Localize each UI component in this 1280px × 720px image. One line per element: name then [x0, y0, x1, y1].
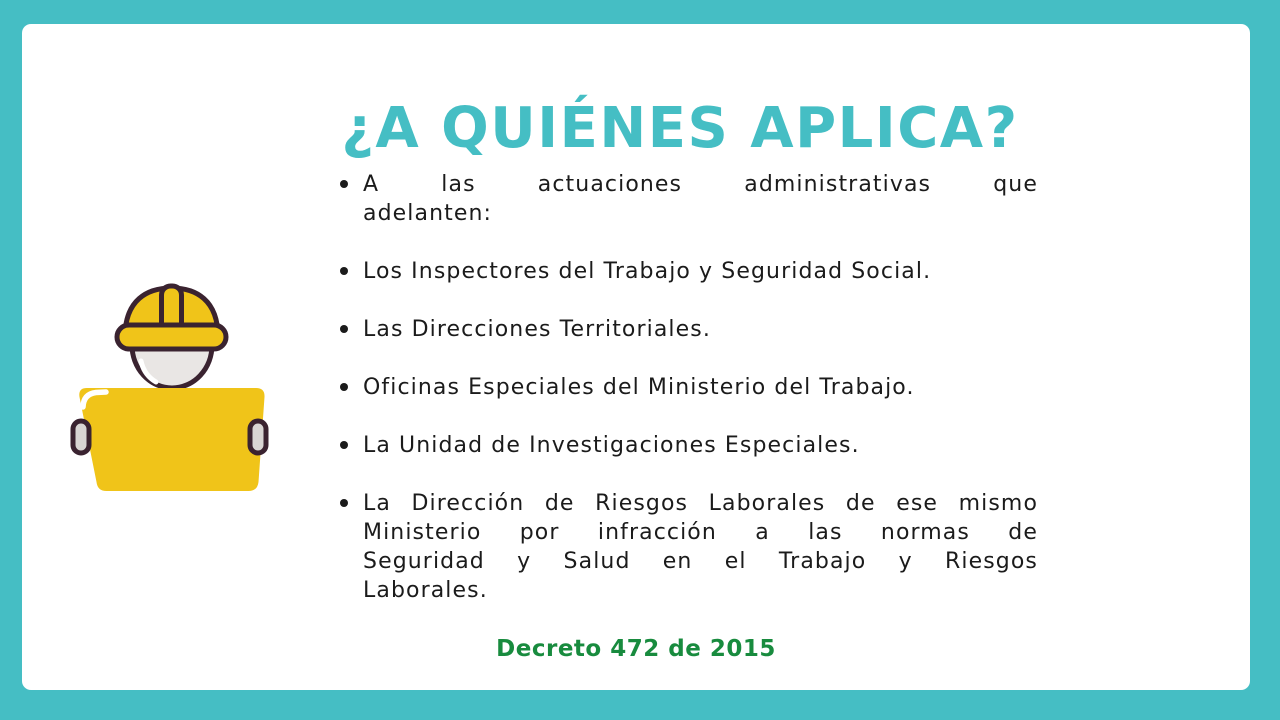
worker-hand-right [250, 421, 266, 453]
decree-reference: Decreto 472 de 2015 [496, 636, 776, 662]
document-board [79, 388, 264, 491]
construction-worker-icon [65, 283, 267, 495]
bullet-text: Oficinas Especiales del Ministerio del Trabajo. [363, 375, 915, 400]
bullet-text: Los Inspectores del Trabajo y Seguridad Social. [363, 259, 932, 284]
bullet-item [340, 373, 1038, 402]
bullet-text: La Dirección de Riesgos Laborales de ese mismo Ministerio por infracción a las normas de Seguridad y Salud en el Trabajo y Riesgos Laborales. [363, 491, 1038, 603]
bullet-item [340, 170, 1038, 228]
worker-illustration [65, 283, 267, 495]
bullet-item [340, 257, 1038, 286]
bullet-item [340, 315, 1038, 344]
bullet-dot [340, 499, 348, 507]
bullet-dot [340, 325, 348, 333]
bullet-item [340, 489, 1038, 605]
hard-hat-icon [117, 286, 226, 349]
bullet-text: La Unidad de Investigaciones Especiales. [363, 433, 860, 458]
bullet-dot [340, 441, 348, 449]
bullet-dot [340, 383, 348, 391]
bullet-dot [340, 267, 348, 275]
worker-hand-left [73, 421, 89, 453]
slide-title: ¿A QUIÉNES APLICA? [341, 95, 1019, 161]
bullet-text: Las Direcciones Territoriales. [363, 317, 711, 342]
bullet-text: A las actuaciones administrativas que adelanten: [363, 172, 1038, 226]
slide-card [22, 24, 1250, 690]
bullet-dot [340, 180, 348, 188]
bullet-list [340, 170, 1038, 634]
bullet-item [340, 431, 1038, 460]
